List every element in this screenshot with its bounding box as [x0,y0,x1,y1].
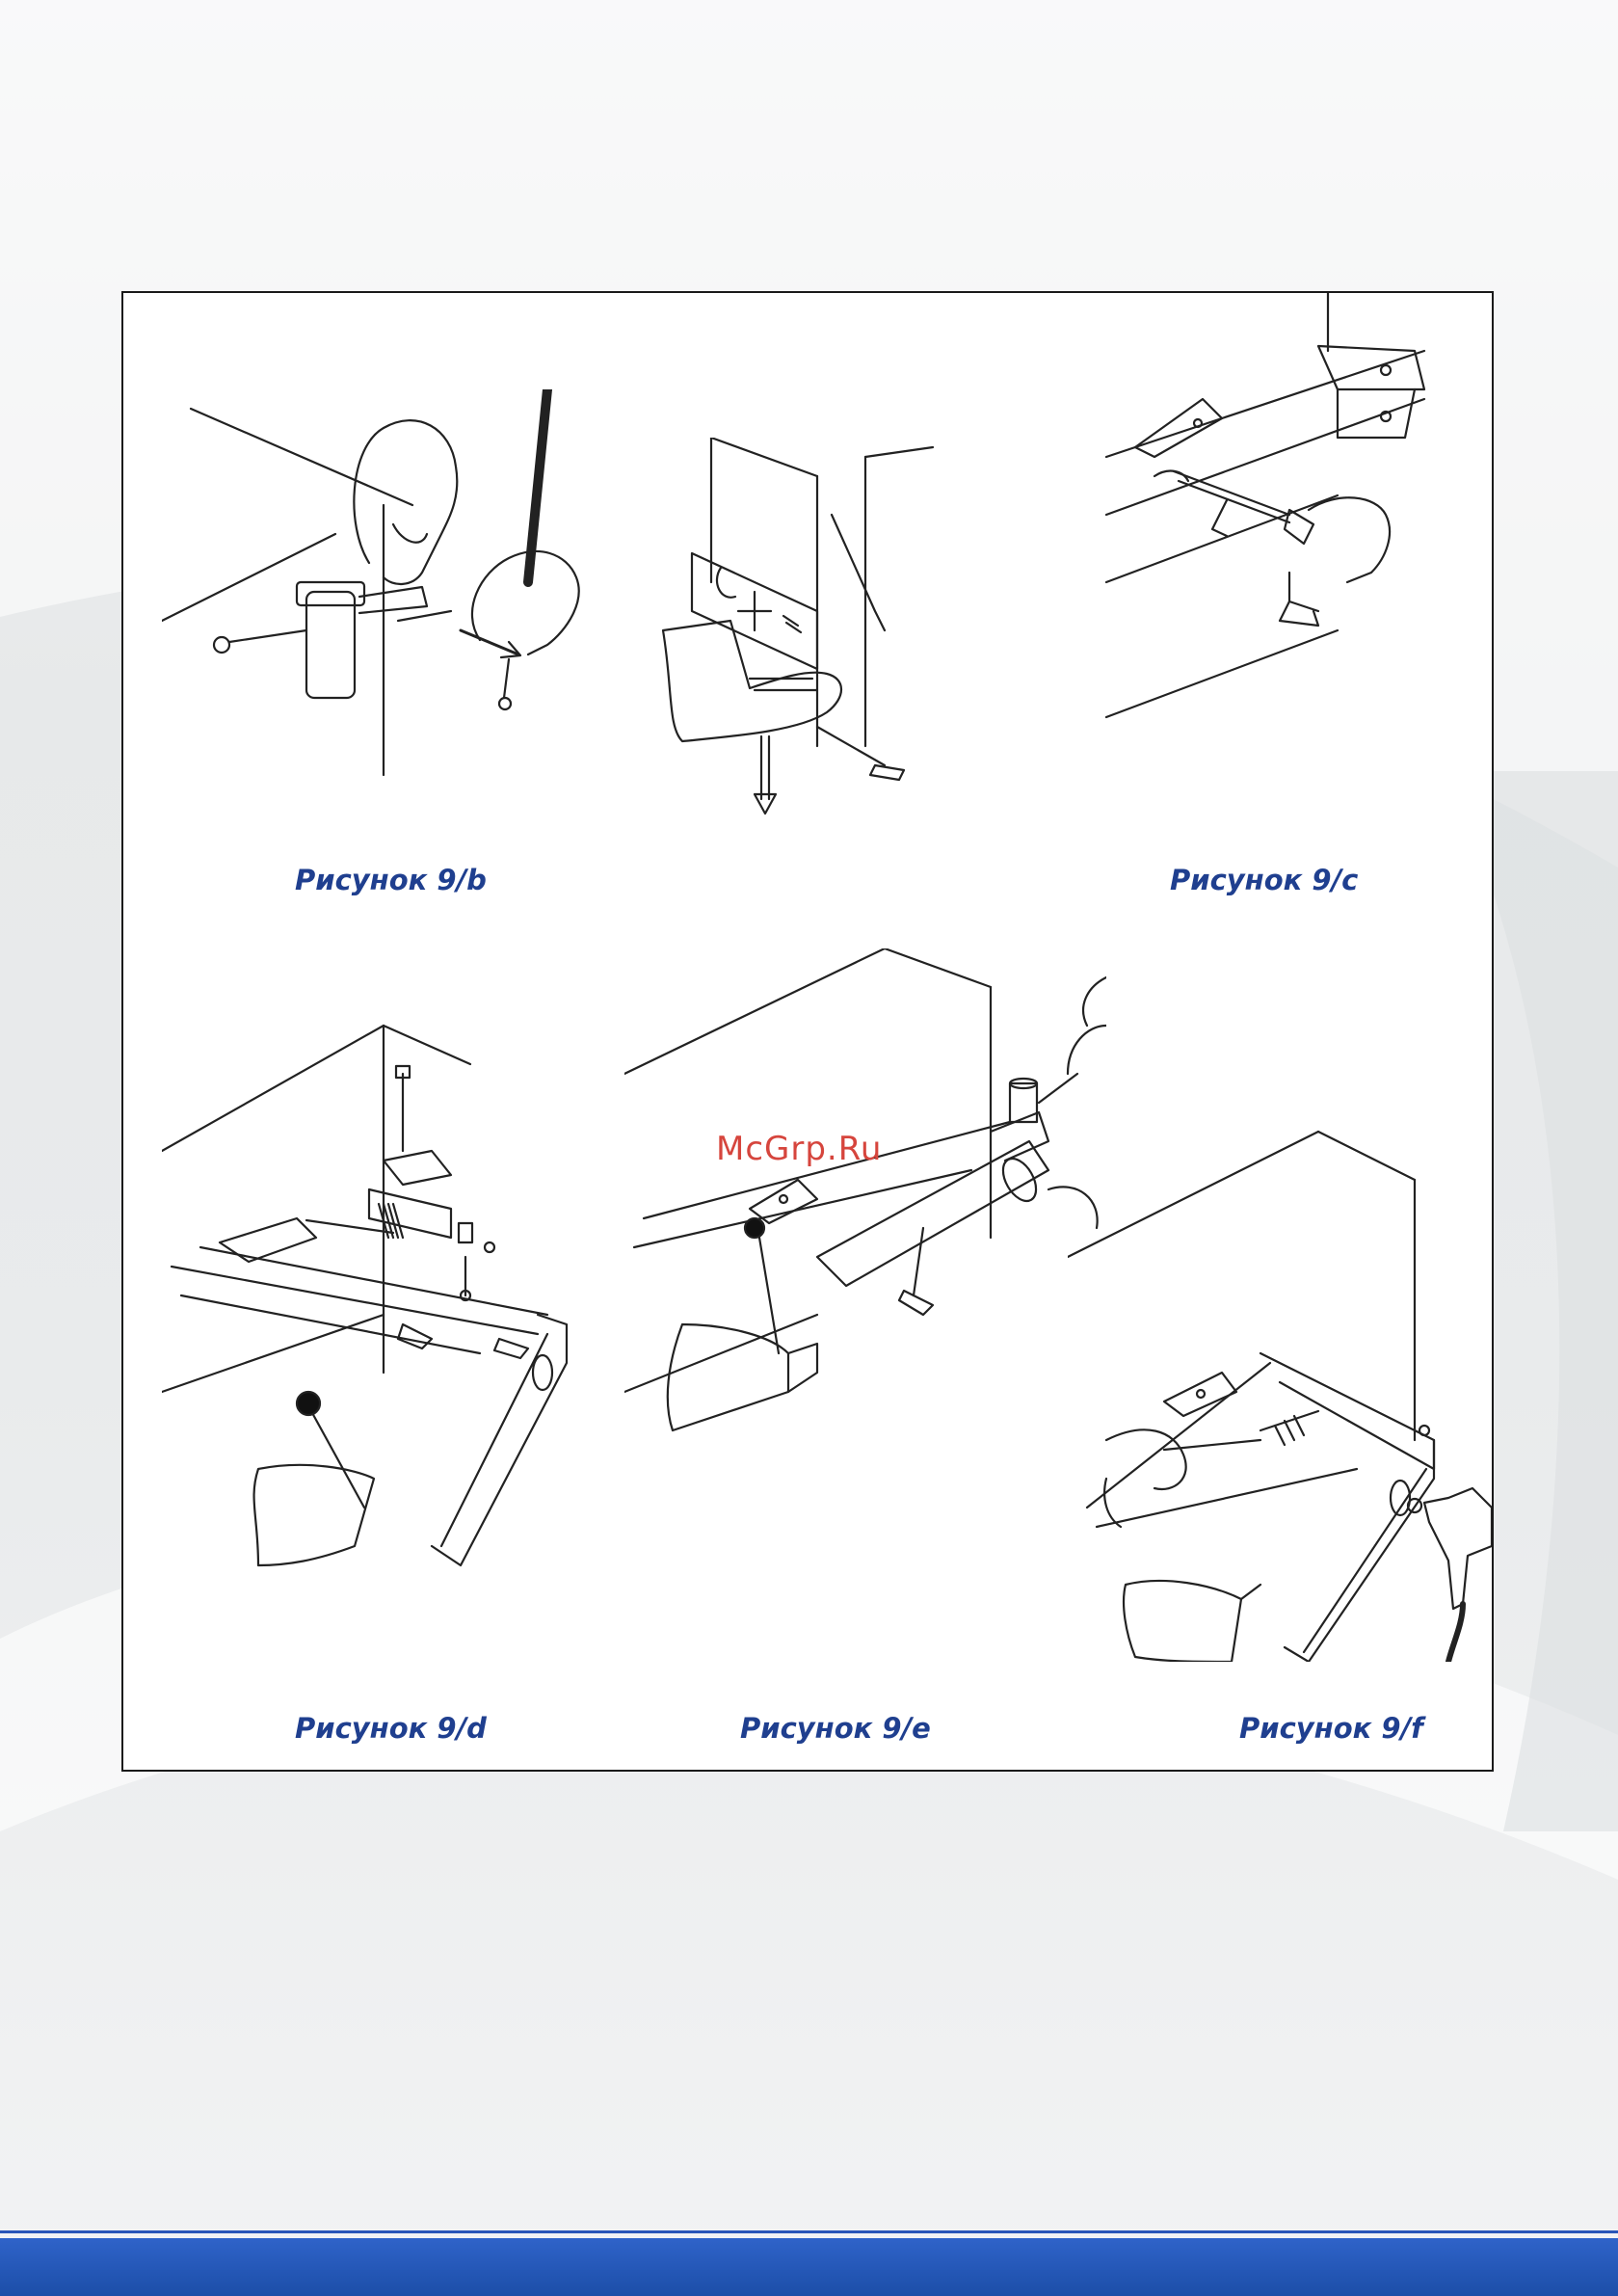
figure-frame [121,291,1494,1772]
watermark: McGrp.Ru [716,1130,883,1168]
caption-9b: Рисунок 9/b [295,864,487,896]
figure-9f [1068,1122,1492,1662]
wrench-tightening-icon [624,948,1106,1488]
figure-9d [162,1006,644,1585]
air-filter-connection-icon [162,389,682,814]
impact-wrench-assembly-icon [1068,1122,1492,1662]
footer-line [0,2230,1618,2233]
foot-pedal-press-icon [644,438,1106,852]
caption-9f: Рисунок 9/f [1239,1712,1423,1745]
figure-9b [162,389,682,814]
caption-9e: Рисунок 9/e [740,1712,931,1745]
figure-pedal-press [644,438,1106,852]
pedal-assembly-exploded-icon [162,1006,644,1585]
footer-bar [0,2238,1618,2296]
caption-9d: Рисунок 9/d [295,1712,487,1745]
figure-9c [1097,293,1482,833]
bolt-insertion-icon [1097,293,1482,833]
caption-9c: Рисунок 9/c [1170,864,1359,896]
figure-9e [624,948,1106,1488]
